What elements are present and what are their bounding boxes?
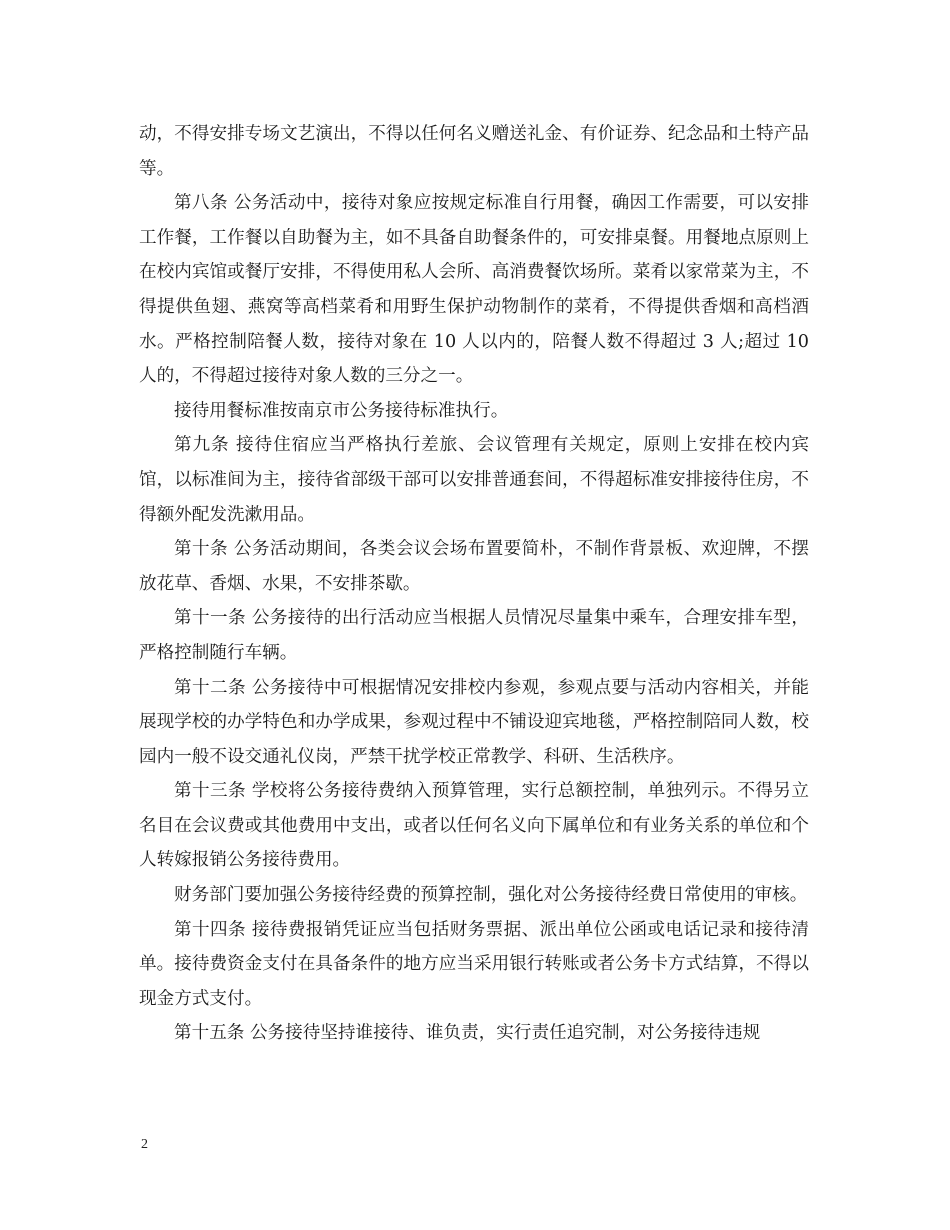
paragraph-continuation: 动，不得安排专场文艺演出，不得以任何名义赠送礼金、有价证券、纪念品和土特产品等。 [139,124,809,179]
paragraph-article-11: 第十一条 公务接待的出行活动应当根据人员情况尽量集中乘车，合理安排车型，严格控制随行车辆。 [139,608,809,663]
paragraph-article-12: 第十二条 公务接待中可根据情况安排校内参观，参观点要与活动内容相关，并能展现学校的办学特色和办学成果，参观过程中不铺设迎宾地毯，严格控制陪同人数，校园内一般不设交通礼仪岗，严禁干扰学校正常教学、科研、生活秩序。 [139,677,809,767]
page-number: 2 [141,1137,148,1152]
document-body [139,117,809,1051]
paragraph-finance-dept: 财务部门要加强公务接待经费的预算控制，强化对公务接待经费日常使用的审核。 [174,885,808,906]
paragraph-article-8: 第八条 公务活动中，接待对象应按规定标准自行用餐，确因工作需要，可以安排工作餐，工作餐以自助餐为主，如不具备自助餐条件的，可安排桌餐。用餐地点原则上在校内宾馆或餐厅安排，不得使用私人会所、高消费餐饮场所。菜肴以家常菜为主，不得提供鱼翅、燕窝等高档菜肴和用野生保护动物制作的菜肴，不得提供香烟和高档酒水。严格控制陪餐人数，接待对象在 10 人以内的，陪餐人数不得超过 3 人;超过 10 人的，不得超过接待对象人数的三分之一。 [139,193,809,387]
paragraph-article-13: 第十三条 学校将公务接待费纳入预算管理，实行总额控制，单独列示。不得另立名目在会议费或其他费用中支出，或者以任何名义向下属单位和有业务关系的单位和个人转嫁报销公务接待费用。 [139,781,809,871]
paragraph-article-15: 第十五条 公务接待坚持谁接待、谁负责，实行责任追究制，对公务接待违规 [174,1023,761,1044]
paragraph-article-9: 第九条 接待住宿应当严格执行差旅、会议管理有关规定，原则上安排在校内宾馆，以标准间为主，接待省部级干部可以安排普通套间，不得超标准安排接待住房，不得额外配发洗漱用品。 [139,435,809,525]
paragraph-dining-standard: 接待用餐标准按南京市公务接待标准执行。 [174,400,509,421]
paragraph-article-14: 第十四条 接待费报销凭证应当包括财务票据、派出单位公函或电话记录和接待清单。接待费资金支付在具备条件的地方应当采用银行转账或者公务卡方式结算，不得以现金方式支付。 [139,919,809,1009]
paragraph-article-10: 第十条 公务活动期间，各类会议会场布置要简朴，不制作背景板、欢迎牌，不摆放花草、香烟、水果，不安排茶歇。 [139,539,809,594]
